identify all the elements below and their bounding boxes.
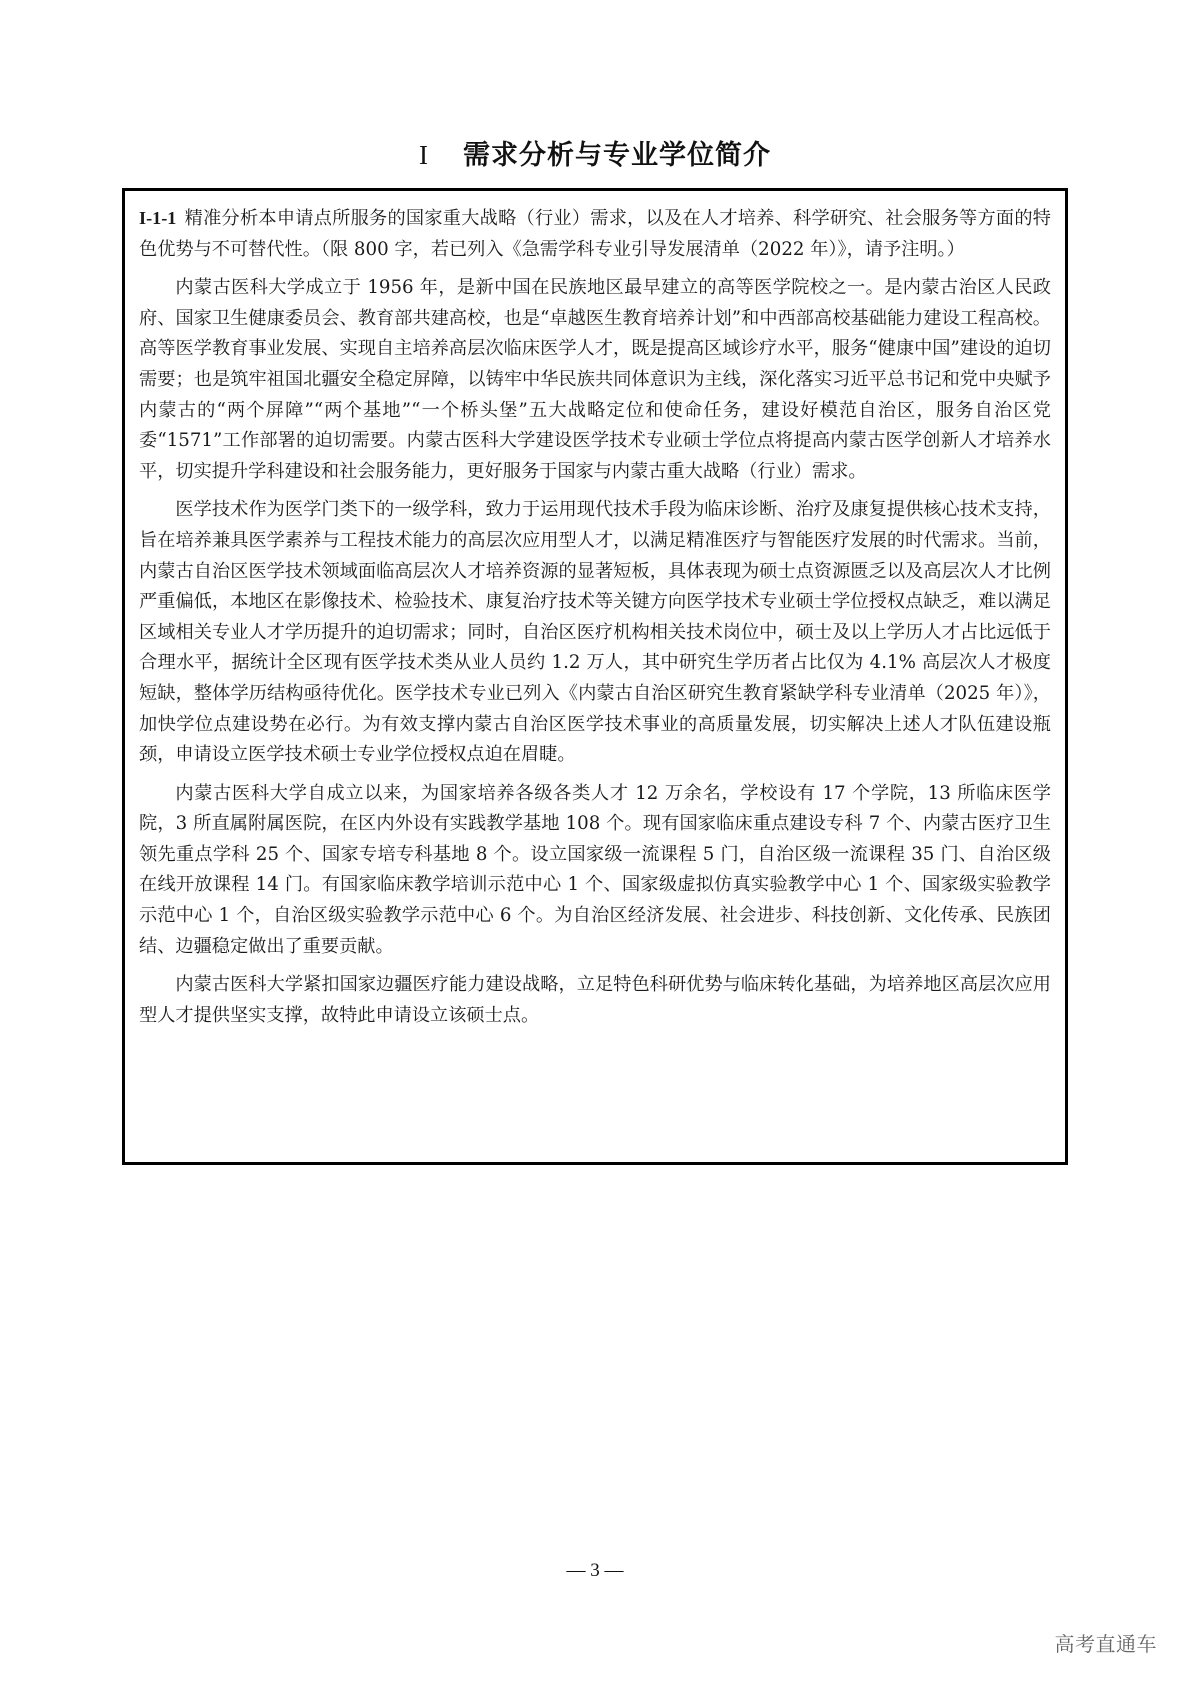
paragraph-history: 内蒙古医科大学成立于 1956 年，是新中国在民族地区最早建立的高等医学院校之一。是内蒙古治区人民政府、国家卫生健康委员会、教育部共建高校，也是“卓越医生教育培养计划”和中西部高校基础能力建设工程高校。高等医学教育事业发展、实现自主培养高层次临床医学人才，既是提高区域诊疗水平，服务“健康中国”建设的迫切需要；也是筑牢祖国北疆安全稳定屏障，以铸牢中华民族共同体意识为主线，深化落实习近平总书记和党中央赋予内蒙古的“两个屏障”“两个基地”“一个桥头堡”五大战略定位和使命任务，建设好模范自治区，服务自治区党委“1571”工作部署的迫切需要。内蒙古医科大学建设医学技术专业硕士学位点将提高内蒙古医学创新人才培养水平，切实提升学科建设和社会服务能力，更好服务于国家与内蒙古重大战略（行业）需求。: [139, 277, 1051, 482]
watermark: 高考直通车: [1054, 1632, 1157, 1656]
content-box: [122, 188, 1068, 1165]
paragraph-conclusion: 内蒙古医科大学紧扣国家边疆医疗能力建设战略，立足特色科研优势与临床转化基础，为培养地区高层次应用型人才提供坚实支撑，故特此申请设立该硕士点。: [139, 974, 1051, 1026]
section-numeral: I: [419, 140, 429, 170]
section-title: [0, 137, 1190, 174]
page-number: — 3 —: [566, 1560, 624, 1581]
paragraph-discipline-need: 医学技术作为医学门类下的一级学科，致力于运用现代技术手段为临床诊断、治疗及康复提供核心技术支持，旨在培养兼具医学素养与工程技术能力的高层次应用型人才，以满足精准医疗与智能医疗发展的时代需求。当前，内蒙古自治区医学技术领域面临高层次人才培养资源的显著短板，具体表现为硕士点资源匮乏以及高层次人才比例严重偏低，本地区在影像技术、检验技术、康复治疗技术等关键方向医学技术专业硕士学位授权点缺乏，难以满足区域相关专业人才学历提升的迫切需求；同时，自治区医疗机构相关技术岗位中，硕士及以上学历人才占比远低于合理水平，据统计全区现有医学技术类从业人员约 1.2 万人，其中研究生学历者占比仅为 4.1% 高层次人才极度短缺，整体学历结构亟待优化。医学技术专业已列入《内蒙古自治区研究生教育紧缺学科专业清单（2025 年）》，加快学位点建设势在必行。为有效支撑内蒙古自治区医学技术事业的高质量发展，切实解决上述人才队伍建设瓶颈，申请设立医学技术硕士专业学位授权点迫在眉睫。: [139, 499, 1051, 766]
question-prompt: [139, 203, 1051, 265]
section-heading: 需求分析与专业学位简介: [463, 140, 771, 171]
question-code: I-1-1: [139, 208, 177, 228]
question-text: 精准分析本申请点所服务的国家重大战略（行业）需求，以及在人才培养、科学研究、社会服务等方面的特色优势与不可替代性。（限 800 字，若已列入《急需学科专业引导发展清单（2022 年）》，请予注明。）: [139, 208, 1051, 260]
paragraph-achievements: 内蒙古医科大学自成立以来，为国家培养各级各类人才 12 万余名，学校设有 17 个学院，13 所临床医学院，3 所直属附属医院，在区内外设有实践教学基地 108 个。现有国家临床重点建设专科 7 个、内蒙古医疗卫生领先重点学科 25 个、国家专培专科基地 8 个。设立国家级一流课程 5 门，自治区级一流课程 35 门、自治区级在线开放课程 14 门。有国家临床教学培训示范中心 1 个、国家级虚拟仿真实验教学中心 1 个、国家级实验教学示范中心 1 个，自治区级实验教学示范中心 6 个。为自治区经济发展、社会进步、科技创新、文化传承、民族团结、边疆稳定做出了重要贡献。: [139, 782, 1051, 957]
box-inner: [125, 191, 1065, 1031]
